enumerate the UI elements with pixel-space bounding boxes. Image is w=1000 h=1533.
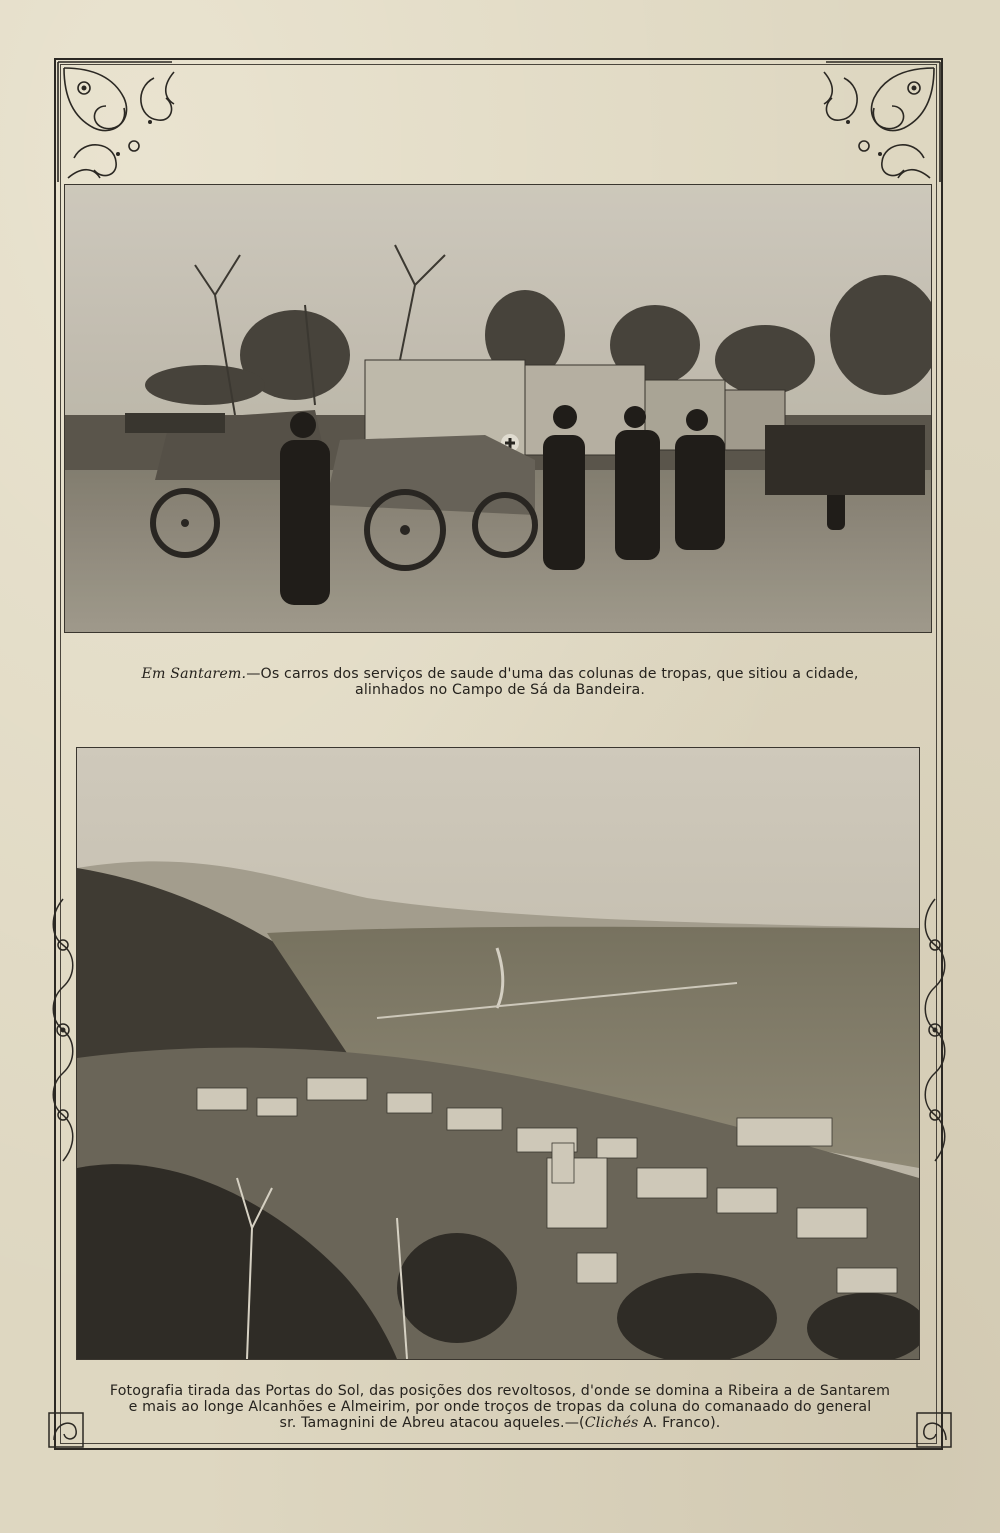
top-right-ornament xyxy=(822,58,944,186)
right-side-ornament xyxy=(918,895,952,1165)
bottom-caption-line-3-start: sr. Tamagnini de Abreu atacou aqueles.—( xyxy=(279,1415,585,1431)
left-side-ornament xyxy=(46,895,80,1165)
top-caption-place: Em Santarem. xyxy=(141,666,247,682)
bottom-right-ornament xyxy=(914,1410,954,1450)
top-left-ornament xyxy=(54,58,176,186)
bottom-caption-line-3-end: A. Franco). xyxy=(638,1415,721,1431)
bottom-caption-line-2: e mais ao longe Alcanhões e Almeirim, por onde troços de tropas da coluna do comanaado do general xyxy=(128,1399,872,1415)
top-caption-text: —Os carros dos serviços de saude d'uma das colunas de tropas, que sitiou a cidade, xyxy=(246,666,859,682)
top-caption-line-1 xyxy=(110,666,890,682)
bottom-caption-cliches: Clichés xyxy=(584,1415,639,1431)
bottom-caption-line-3 xyxy=(90,1415,910,1431)
bottom-caption-line-1: Fotografia tirada das Portas do Sol, das posições dos revoltosos, d'onde se domina a Ribeira a de Santarem xyxy=(109,1383,891,1399)
bottom-left-ornament xyxy=(46,1410,86,1450)
portas-do-sol-town-view-photo xyxy=(77,748,919,1359)
santarem-ambulance-cars-photo xyxy=(65,185,931,632)
top-photo-caption xyxy=(110,666,890,698)
top-caption-line-2: alinhados no Campo de Sá da Bandeira. xyxy=(355,682,645,698)
bottom-photo-caption xyxy=(90,1383,910,1431)
